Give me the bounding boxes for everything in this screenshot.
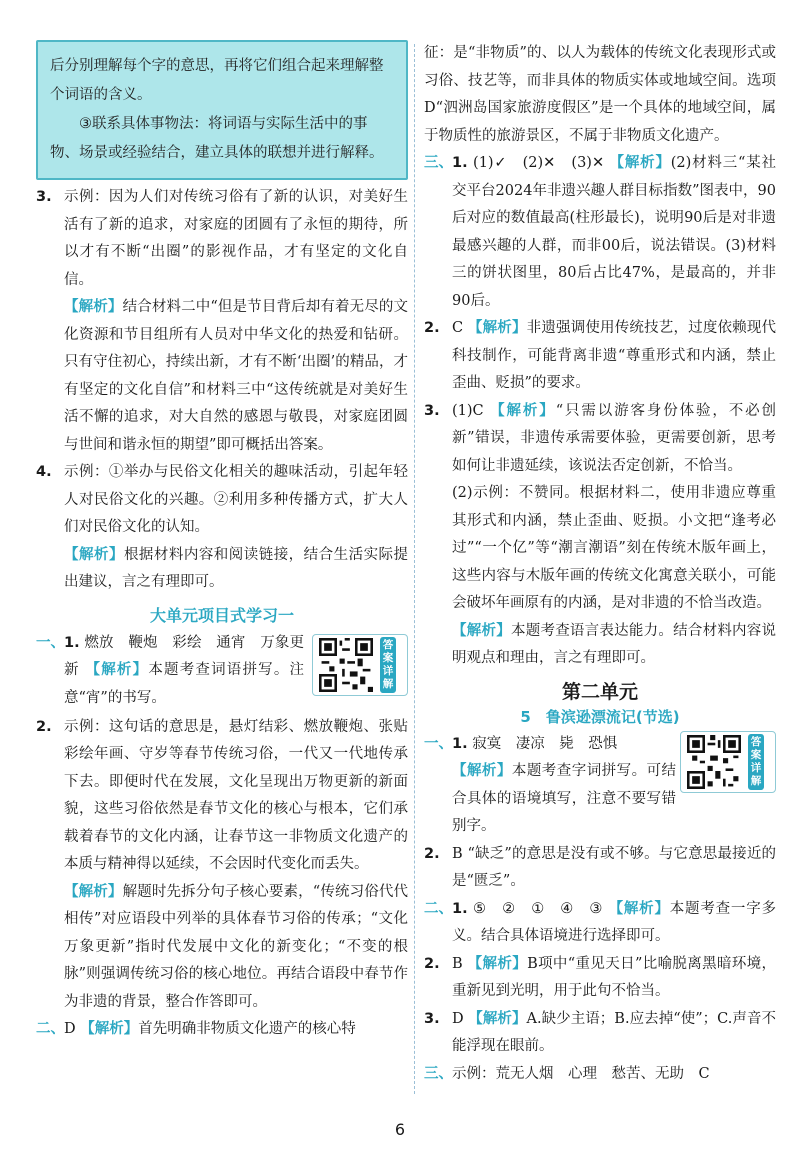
analysis-text: “只需以游客身份体验，不必创新”错误，非遗传承需要体验，更需要创新，思考如何让非遗延续，该说法否定创新，不恰当。 [452,402,777,474]
answer-text: D [452,1010,464,1027]
answer-text: 示例：荒无人烟 心理 愁苦、无助 C [452,1065,710,1082]
note-paragraph-2: ③联系具体事物法：将词语与实际生活中的事物、场景或经验结合，建立具体的联想并进行解释。 [50,116,384,161]
analysis-text: (2)材料三“某社交平台2024年非遗兴趣人群目标指数”图表中，90后对应的数值最高(柱形最长)，说明90后是对非遗最感兴趣的人群，而非00后，说法错误。(3)材料三的饼状图里，80后占比47%，是最高的，并非90后。 [452,155,777,309]
analysis-text: 本题考查语言表达能力。结合材料内容说明观点和理由，言之有理即可。 [452,622,777,666]
question-number: 2. [36,718,52,735]
analysis-tag: 【 解析 】 [64,299,123,315]
column-divider [414,44,415,1094]
analysis-tag: 【 解析 】 [80,1021,138,1037]
qr-code-card[interactable] [312,634,408,696]
analysis-text: 根据材料内容和阅读链接，结合生活实际提出建议，言之有理即可。 [64,546,409,590]
answer-text: C [452,320,464,336]
unit-section-2-question-1 [424,896,776,951]
answer-detail-label: 答案详解 [748,734,764,790]
section-3-question-1 [424,150,776,315]
question-number: 1. [452,735,468,752]
qr-code-icon [684,735,744,789]
analysis-tag: 【 解析 】 [609,901,670,917]
section-3-question-3 [424,398,776,673]
question-number: 2. [424,955,440,972]
answer-text: 示例：①举办与民俗文化相关的趣味活动，引起年轻人对民俗文化的兴趣。②利用多种传播方式，扩大人们对民俗文化的认知。 [64,464,408,535]
section-2-answer [36,1016,408,1044]
answer-text: 示例：因为人们对传统习俗有了新的认识，对美好生活有了新的追求，对家庭的团圆有了永恒的期待，所以才有不断“出圈”的影视作品，才有坚定的文化自信。 [64,189,408,288]
analysis-tag: 【 解析 】 [610,155,671,171]
unit-section-3-answer [424,1061,776,1089]
section-1-question-1 [36,630,408,714]
section-number: 二、 [36,1021,65,1037]
analysis-text: 结合材料二中“但是节目背后却有着无尽的文化资源和节目组所有人员对中华文化的热爱和钻研。只有守住初心，持续出新，才有不断‘出圈’的精品，才有坚定的文化自信”和材料三中“这传统就是对美好生活不懈的追求，对大自然的感恩与敬畏，对家庭团圆与世间和谐永恒的期望”即可概括出答案。 [64,299,409,453]
answer-text-part-2: (2)示例：不赞同。根据材料二，使用非遗应尊重其形式和内涵，禁止歪曲、贬损。小文把“逢考必过”“一个亿”等“潮言潮语”刻在传统木版年画上，这些内容与木版年画的传统文化寓意关联小，可能会破坏年画原有的内涵，是对非遗的不恰当改造。 [452,485,776,611]
answer-text: B [452,845,463,862]
section-number: 二、 [424,900,453,917]
analysis-tag: 【 解析 】 [452,763,512,779]
answer-text: B [452,955,463,972]
analysis-tag: 【 解析 】 [490,403,556,419]
analysis-tag: 【 解析 】 [452,623,511,639]
question-number: 2. [424,320,440,336]
analysis-tag: 【 解析 】 [64,547,124,563]
analysis-text: 非遗强调使用传统技艺，过度依赖现代科技制作，可能背离非遗“尊重形式和内涵，禁止歪曲、贬损”的要求。 [452,320,777,391]
answer-text: (1)✓ (2)✕ (3)✕ [473,155,605,171]
unit-section-2-question-3 [424,1006,776,1061]
question-number: 1. [64,634,80,651]
question-number: 3. [424,402,440,419]
analysis-text: 本题考查一字多义。结合具体语境进行选择即可。 [452,900,777,944]
question-number: 4. [36,464,52,480]
question-3 [36,184,408,459]
method-note-box [36,40,408,180]
lesson-title: 5 鲁滨逊漂流记(节选) [520,707,680,726]
analysis-tag: 【 解析 】 [468,956,527,972]
note-paragraph-1: 后分别理解每个字的意思，再将它们组合起来理解整个词语的含义。 [50,58,384,103]
analysis-text: B项中“重见天日”比喻脱离黑暗环境，重新见到光明，用于此句不恰当。 [452,955,777,999]
answer-detail-label: 答案详解 [380,637,396,693]
question-number: 3. [424,1010,440,1027]
continued-analysis: 征：是“非物质”的、以人为载体的传统文化表现形式或习俗、技艺等，而非具体的物质实体或地域空间。选项D“泗洲岛国家旅游度假区”是一个具体的地域空间，属于物质性的旅游景区，不属于非物质文化遗产。 [424,45,776,144]
section-number: 三、 [424,1065,453,1082]
question-number: 3. [36,189,52,205]
analysis-tag: 【 解析 】 [86,662,149,678]
section-number: 一、 [36,634,65,651]
analysis-tag: 【 解析 】 [468,320,527,336]
answer-text: ⑤ ② ① ④ ③ [473,900,604,917]
left-column [36,40,408,1044]
section-1-question-2 [36,714,408,1017]
answer-text: 燃放 鞭炮 彩绘 通宵 万象更新 [64,634,305,678]
section-3-question-2 [424,315,776,398]
unit-section-1-question-2 [424,841,776,896]
answer-text: 示例：这句话的意思是，悬灯结彩、燃放鞭炮、张贴彩绘年画、守岁等春节传统习俗，一代又一代地传承下去。即便时代在发展，文化呈现出万物更新的新面貌，这些习俗依然是春节文化的核心与根本，它们承载着春节的文化内涵，让春节这一非物质文化遗产的本质与精神得以延续，不会因时代变化而丢失。 [64,718,408,872]
question-number: 2. [424,845,440,862]
qr-code-icon [316,638,376,692]
answer-text: 寂寞 凄凉 毙 恐惧 [472,735,618,752]
answer-text: D [64,1021,76,1037]
question-number: 1. [452,900,468,917]
analysis-text: 首先明确非物质文化遗产的核心特 [138,1021,356,1037]
analysis-text: A.缺少主语；B.应去掉“使”；C.声音不能浮现在眼前。 [452,1010,776,1054]
question-number: 1. [452,155,468,171]
answer-text: (1)C [452,402,484,419]
analysis-text: “缺乏”的意思是没有或不够。与它意思最接近的是“匮乏”。 [452,845,777,889]
unit-section-1-question-1 [424,731,776,841]
analysis-text: 解题时先拆分句子核心要素，“传统习俗代代相传”对应语段中列举的具体春节习俗的传承；“文化万象更新”指时代发展中文化的新变化；“不变的根脉”则强调传统习俗的核心地位。再结合语段中春节作为非遗的背景，整合作答即可。 [64,883,409,1010]
section-number: 三、 [424,155,453,171]
section-title: 大单元项目式学习一 [149,605,294,625]
analysis-text: 本题考查字词拼写。可结合具体的语境填写，注意不要写错别字。 [452,763,677,834]
analysis-tag: 【 解析 】 [468,1011,526,1027]
analysis-text: 本题考查词语拼写。注意“宵”的书写。 [64,662,305,706]
page-number: 6 [394,1120,406,1139]
question-4 [36,459,408,597]
analysis-tag: 【 解析 】 [64,884,123,900]
unit-title: 第二单元 [561,680,638,703]
section-number: 一、 [424,735,453,752]
right-column [424,40,776,1088]
unit-section-2-question-2 [424,951,776,1006]
qr-code-card[interactable] [680,731,776,793]
